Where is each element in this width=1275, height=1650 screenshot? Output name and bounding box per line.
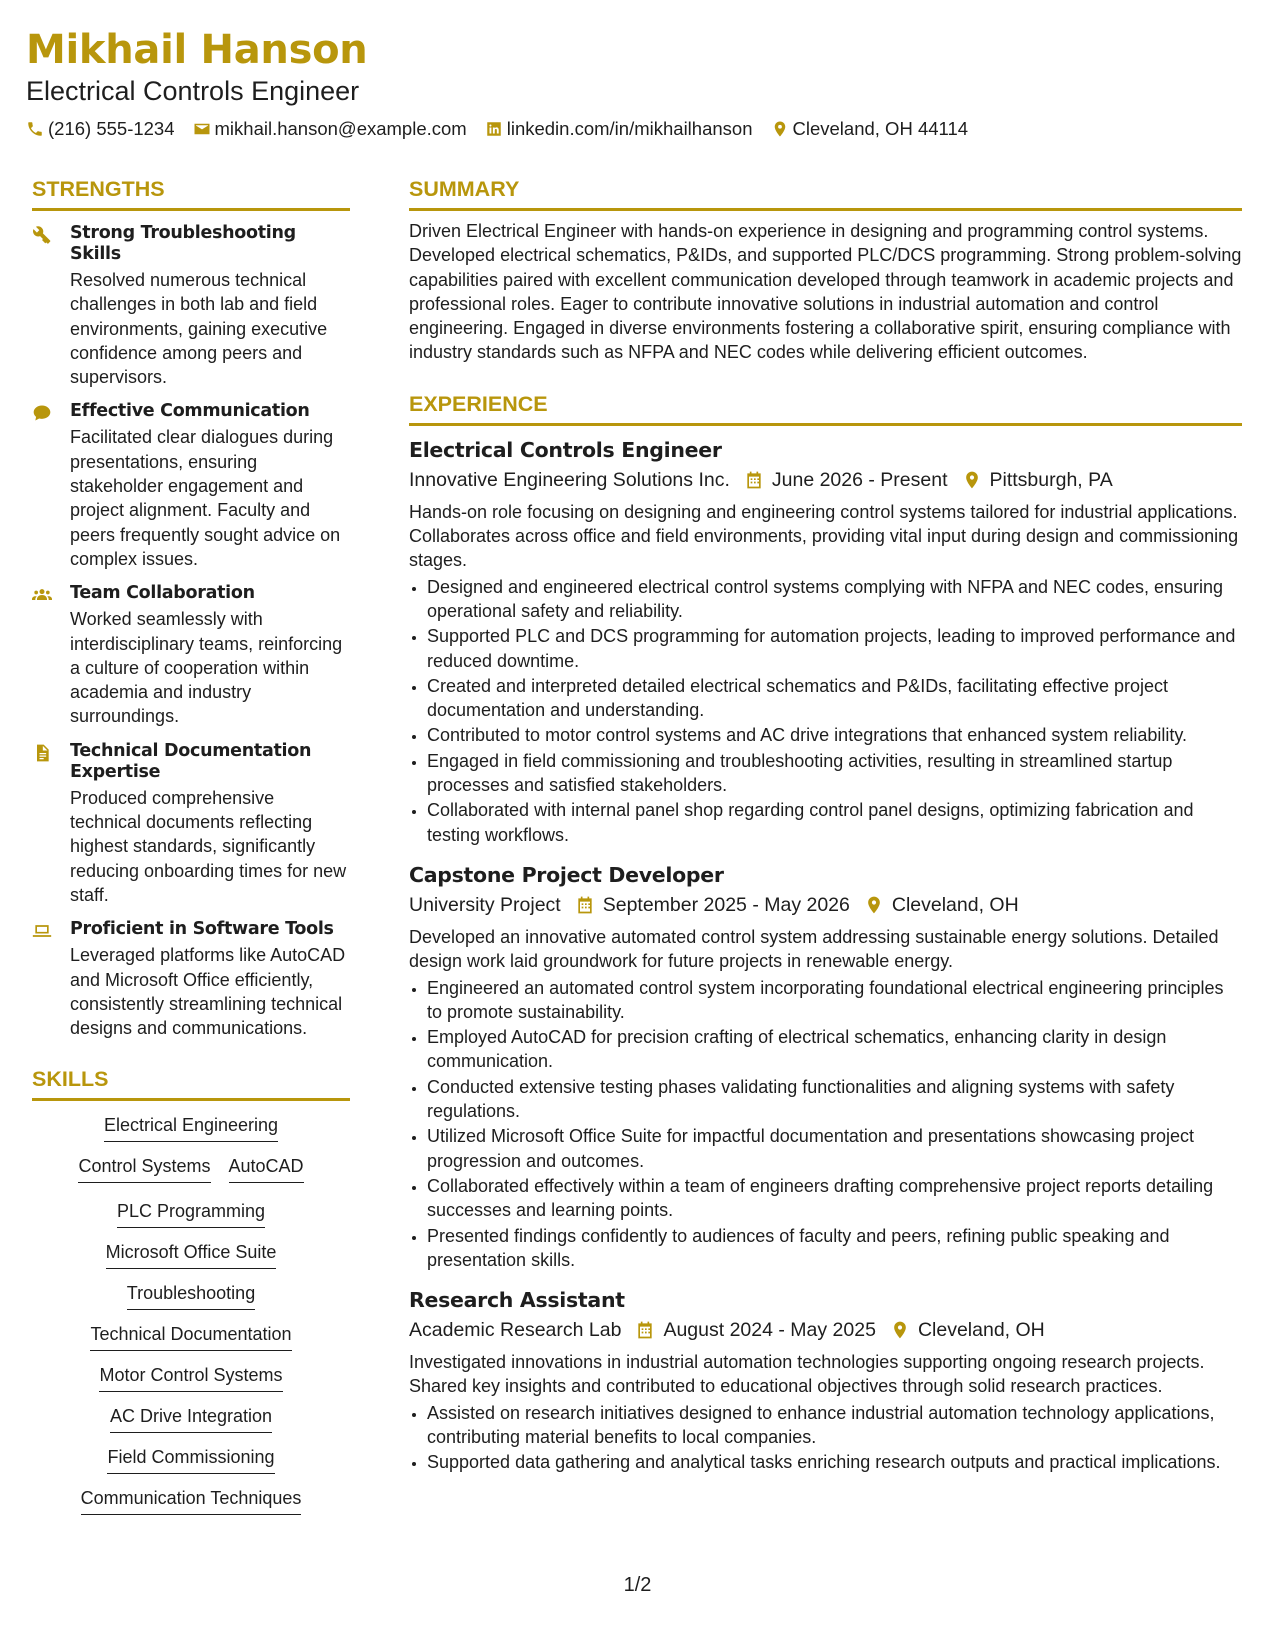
skill-row	[32, 1404, 350, 1433]
skill-row	[32, 1199, 350, 1228]
strength-desc: Leveraged platforms like AutoCAD and Microsoft Office efficiently, consistently streamlining technical designs and communications.	[70, 945, 346, 1039]
strengths-heading: STRENGTHS	[32, 174, 350, 211]
contact-email[interactable]	[193, 118, 467, 140]
bullet-item: • Utilized Microsoft Office Suite for impactful documentation and presentations showcasing project progression and outcomes.	[427, 1124, 1242, 1173]
phone-icon	[26, 120, 44, 138]
linkedin-text[interactable]: linkedin.com/in/mikhailhanson	[506, 118, 753, 139]
job-meta	[409, 891, 1242, 919]
skill-row	[32, 1113, 350, 1142]
chat-bubble-icon	[32, 403, 52, 423]
job-title: Electrical Controls Engineer	[409, 437, 722, 462]
laptop-icon	[32, 921, 52, 941]
linkedin-icon	[485, 120, 503, 138]
document-icon	[32, 743, 52, 763]
email-text[interactable]: mikhail.hanson@example.com	[214, 118, 467, 139]
skill-tag: Communication Techniques	[81, 1486, 302, 1515]
skill-tag: AC Drive Integration	[110, 1404, 272, 1433]
job-location: Cleveland, OH	[917, 1319, 1045, 1342]
job-company: University Project	[409, 893, 561, 916]
bullet-item: • Assisted on research initiatives designed to enhance industrial automation technology applications, contributing material benefits to local companies.	[427, 1401, 1242, 1450]
job-company: Innovative Engineering Solutions Inc.	[409, 468, 730, 491]
users-icon	[32, 585, 52, 605]
job-meta	[409, 466, 1242, 494]
location-text: Cleveland, OH 44114	[792, 118, 969, 139]
job-bullets	[409, 976, 1242, 1273]
job-title: Research Assistant	[409, 1288, 625, 1313]
skill-row	[32, 1363, 350, 1392]
job-description: Investigated innovations in industrial automation technologies supporting ongoing research projects. Shared key insights and contributed to educational objectives through solid research practices.	[409, 1352, 1205, 1397]
job-dates: August 2024 - May 2025	[663, 1319, 876, 1342]
skill-row	[32, 1281, 350, 1310]
strength-desc: Facilitated clear dialogues during presentations, ensuring stakeholder engagement and project alignment. Faculty and peers frequently sought advice on complex issues.	[70, 427, 341, 569]
strength-desc: Resolved numerous technical challenges in both lab and field environments, gaining executive confidence among peers and supervisors.	[70, 270, 328, 388]
job-location-wrap	[876, 1316, 1045, 1344]
bullet-item: • Created and interpreted detailed electrical schematics and P&IDs, facilitating effective project documentation and understanding.	[427, 674, 1242, 723]
strength-item	[32, 919, 350, 1040]
job-dates: September 2025 - May 2026	[602, 893, 850, 916]
skills-heading: SKILLS	[32, 1064, 350, 1101]
strength-item	[32, 583, 350, 728]
map-pin-icon	[962, 470, 982, 490]
calendar-icon	[635, 1320, 655, 1340]
skill-row	[32, 1322, 350, 1351]
skill-tag: Field Commissioning	[107, 1445, 274, 1474]
bullet-item: • Designed and engineered electrical control systems complying with NFPA and NEC codes, ensuring operational safety and reliability.	[427, 575, 1242, 624]
job-meta	[409, 1316, 1242, 1344]
job-dates: June 2026 - Present	[771, 468, 948, 491]
skill-tag: Technical Documentation	[90, 1322, 291, 1351]
job-location: Cleveland, OH	[891, 893, 1019, 916]
bullet-item: • Presented findings confidently to audiences of faculty and peers, refining public speaking and presentation skills.	[427, 1224, 1242, 1273]
job-bullets	[409, 575, 1242, 847]
skill-tag: Electrical Engineering	[104, 1113, 278, 1142]
strength-item	[32, 741, 350, 907]
job-entry	[409, 861, 1242, 1272]
skill-row	[32, 1486, 350, 1515]
job-bullets	[409, 1401, 1242, 1475]
contact-phone	[26, 118, 175, 140]
candidate-name: Mikhail Hanson	[26, 27, 368, 73]
job-description: Hands-on role focusing on designing and engineering control systems tailored for industrial applications. Collaborates across office and field environments, providing vital input during design and commissioning stages.	[409, 501, 1239, 571]
page-number: 1/2	[623, 1574, 652, 1596]
job-location-wrap	[948, 466, 1113, 494]
map-pin-icon	[864, 895, 884, 915]
contact-linkedin[interactable]	[485, 118, 753, 140]
calendar-icon	[744, 470, 764, 490]
resume-header	[26, 26, 1246, 140]
strength-item	[32, 401, 350, 571]
bullet-item: • Employed AutoCAD for precision crafting of electrical schematics, enhancing clarity in design communication.	[427, 1025, 1242, 1074]
strength-title: Technical Documentation Expertise	[70, 740, 312, 782]
strength-title: Team Collaboration	[70, 583, 255, 604]
strength-title: Proficient in Software Tools	[70, 919, 334, 940]
map-pin-icon	[890, 1320, 910, 1340]
job-title: Capstone Project Developer	[409, 862, 724, 887]
phone-text: (216) 555-1234	[48, 118, 175, 139]
strength-item	[32, 223, 350, 389]
skill-tag: PLC Programming	[117, 1199, 265, 1228]
skill-row	[32, 1240, 350, 1269]
bullet-item: • Engaged in field commissioning and troubleshooting activities, resulting in streamlined startup processes and satisfied stakeholders.	[427, 749, 1242, 798]
skill-tag: Motor Control Systems	[99, 1363, 282, 1392]
left-column	[32, 174, 350, 1527]
contact-bar	[26, 118, 1246, 140]
calendar-icon	[575, 895, 595, 915]
job-entry	[409, 1286, 1242, 1474]
strength-title: Strong Troubleshooting Skills	[70, 223, 296, 264]
strength-desc: Produced comprehensive technical documents reflecting highest standards, significantly reducing onboarding times for new staff.	[70, 787, 347, 905]
summary-text: Driven Electrical Engineer with hands-on experience in designing and programming control systems. Developed electrical schematics, P&IDs, and supported PLC/DCS programming. Strong problem-solving capabilities paired with excellent communication developed through teamwork in academic projects and professional roles. Eager to contribute innovative solutions in industrial automation and control engineering. Engaged in diverse environments fostering a collaborative spirit, ensuring compliance with industry standards such as NFPA and NEC codes while delivering efficient outcomes.	[409, 221, 1242, 363]
tools-icon	[32, 225, 52, 245]
job-entry	[409, 436, 1242, 847]
skill-tag: AutoCAD	[229, 1154, 304, 1183]
skill-tag: Troubleshooting	[127, 1281, 255, 1310]
bullet-item: • Supported PLC and DCS programming for automation projects, leading to improved performance and reduced downtime.	[427, 624, 1242, 673]
job-company: Academic Research Lab	[409, 1319, 622, 1342]
job-description: Developed an innovative automated control system addressing sustainable energy solutions. Detailed design work laid groundwork for future projects in renewable energy.	[409, 926, 1219, 972]
skill-tag: Control Systems	[78, 1154, 210, 1183]
job-location-wrap	[850, 891, 1019, 919]
bullet-item: • Collaborated effectively within a team of engineers drafting comprehensive project reports detailing successes and learning points.	[427, 1174, 1242, 1223]
job-location: Pittsburgh, PA	[989, 468, 1113, 491]
envelope-icon	[193, 120, 211, 138]
contact-location	[771, 118, 969, 140]
skill-row	[32, 1445, 350, 1474]
bullet-item: • Engineered an automated control system incorporating foundational electrical engineering principles to promote sustainability.	[427, 976, 1242, 1025]
bullet-item: • Supported data gathering and analytical tasks enriching research outputs and practical implications.	[427, 1450, 1242, 1474]
strength-desc: Worked seamlessly with interdisciplinary teams, reinforcing a culture of cooperation within academia and industry surroundings.	[70, 609, 343, 727]
right-column	[409, 174, 1242, 1475]
summary-heading: SUMMARY	[409, 174, 1242, 211]
candidate-title: Electrical Controls Engineer	[26, 76, 360, 106]
bullet-item: • Collaborated with internal panel shop regarding control panel designs, optimizing fabrication and testing workflows.	[427, 798, 1242, 847]
experience-heading: EXPERIENCE	[409, 389, 1242, 426]
bullet-item: • Contributed to motor control systems and AC drive integrations that enhanced system reliability.	[427, 723, 1242, 747]
bullet-item: • Conducted extensive testing phases validating functionalities and aligning systems with safety regulations.	[427, 1075, 1242, 1124]
skills-list	[32, 1113, 350, 1527]
strength-title: Effective Communication	[70, 401, 310, 422]
map-pin-icon	[771, 120, 789, 138]
skill-tag: Microsoft Office Suite	[106, 1240, 277, 1269]
